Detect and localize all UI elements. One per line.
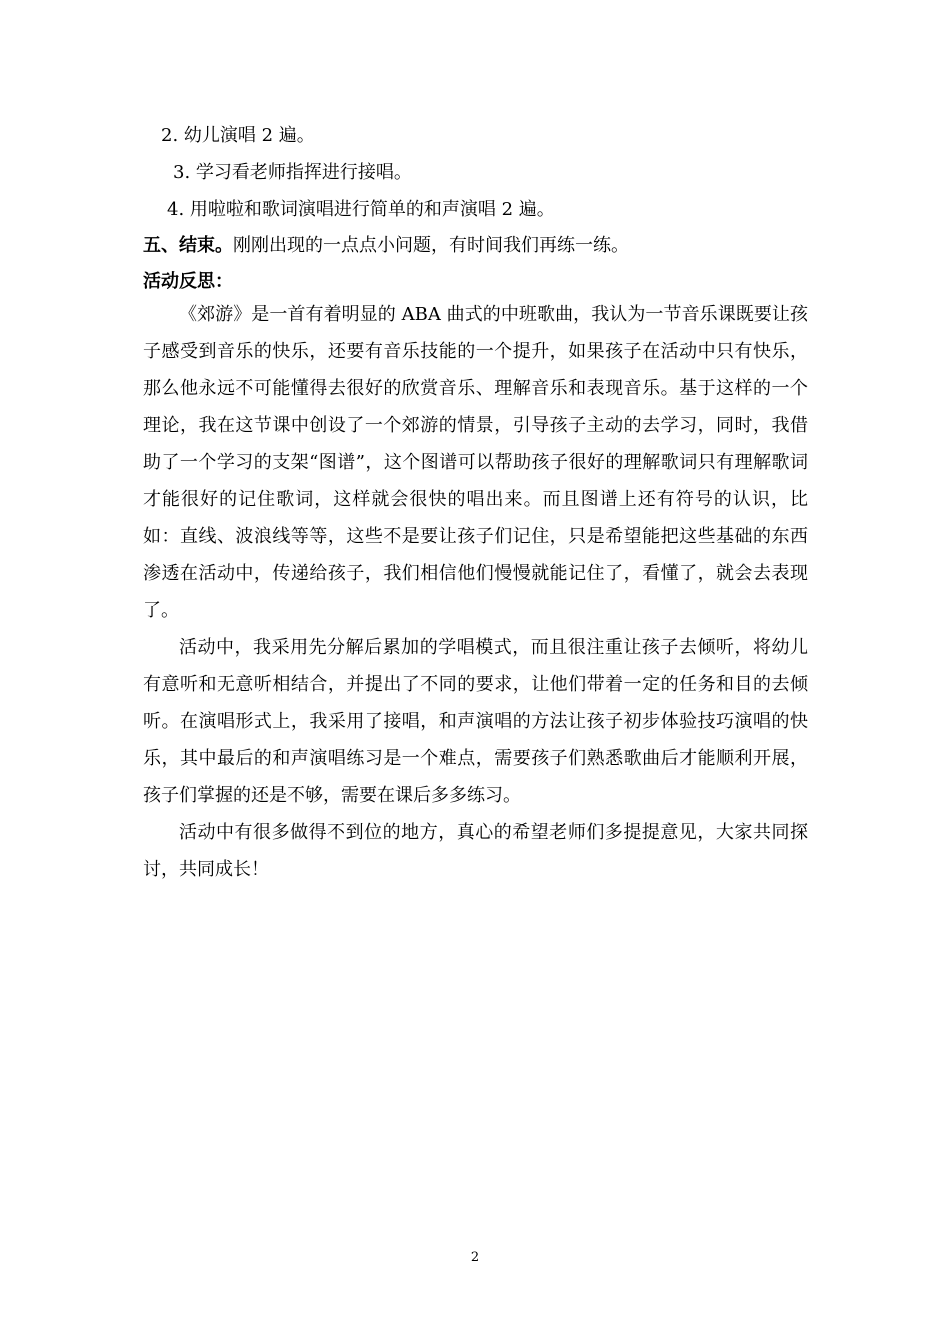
- section-five-heading: 五、结束。: [143, 235, 233, 256]
- list-item-2: 2. 幼儿演唱 2 遍。: [161, 125, 315, 146]
- reflection-paragraph-1: 《郊游》是一首有着明显的 ABA 曲式的中班歌曲，我认为一节音乐课既要让孩子感受到音乐的快乐，还要有音乐技能的一个提升，如果孩子在活动中只有快乐，那么他永远不可能懂得去很好的欣赏音乐、理解音乐和表现音乐。基于这样的一个理论，我在这节课中创设了一个郊游的情景，引导孩子主动的去学习，同时，我借助了一个学习的支架“图谱”，这个图谱可以帮助孩子很好的理解歌词只有理解歌词才能很好的记住歌词，这样就会很快的唱出来。而且图谱上还有符号的认识，比如：直线、波浪线等等，这些不是要让孩子们记住，只是希望能把这些基础的东西渗透在活动中，传递给孩子，我们相信他们慢慢就能记住了，看懂了，就会去表现了。: [143, 304, 808, 621]
- reflection-paragraph-3: 活动中有很多做得不到位的地方，真心的希望老师们多提提意见，大家共同探讨，共同成长！: [143, 822, 808, 880]
- section-five: [143, 234, 629, 258]
- list-item-3: 3. 学习看老师指挥进行接唱。: [173, 162, 412, 183]
- reflection-paragraph-2: 活动中，我采用先分解后累加的学唱模式，而且很注重让孩子去倾听，将幼儿有意听和无意听相结合，并提出了不同的要求，让他们带着一定的任务和目的去倾听。在演唱形式上，我采用了接唱，和声演唱的方法让孩子初步体验技巧演唱的快乐，其中最后的和声演唱练习是一个难点，需要孩子们熟悉歌曲后才能顺利开展，孩子们掌握的还是不够，需要在课后多多练习。: [143, 637, 808, 806]
- section-five-text: 刚刚出现的一点点小问题，有时间我们再练一练。: [233, 235, 629, 256]
- reflection-heading: 活动反思：: [143, 271, 233, 292]
- page-number: 2: [470, 1250, 480, 1265]
- list-item-4: 4. 用啦啦和歌词演唱进行简单的和声演唱 2 遍。: [167, 199, 555, 220]
